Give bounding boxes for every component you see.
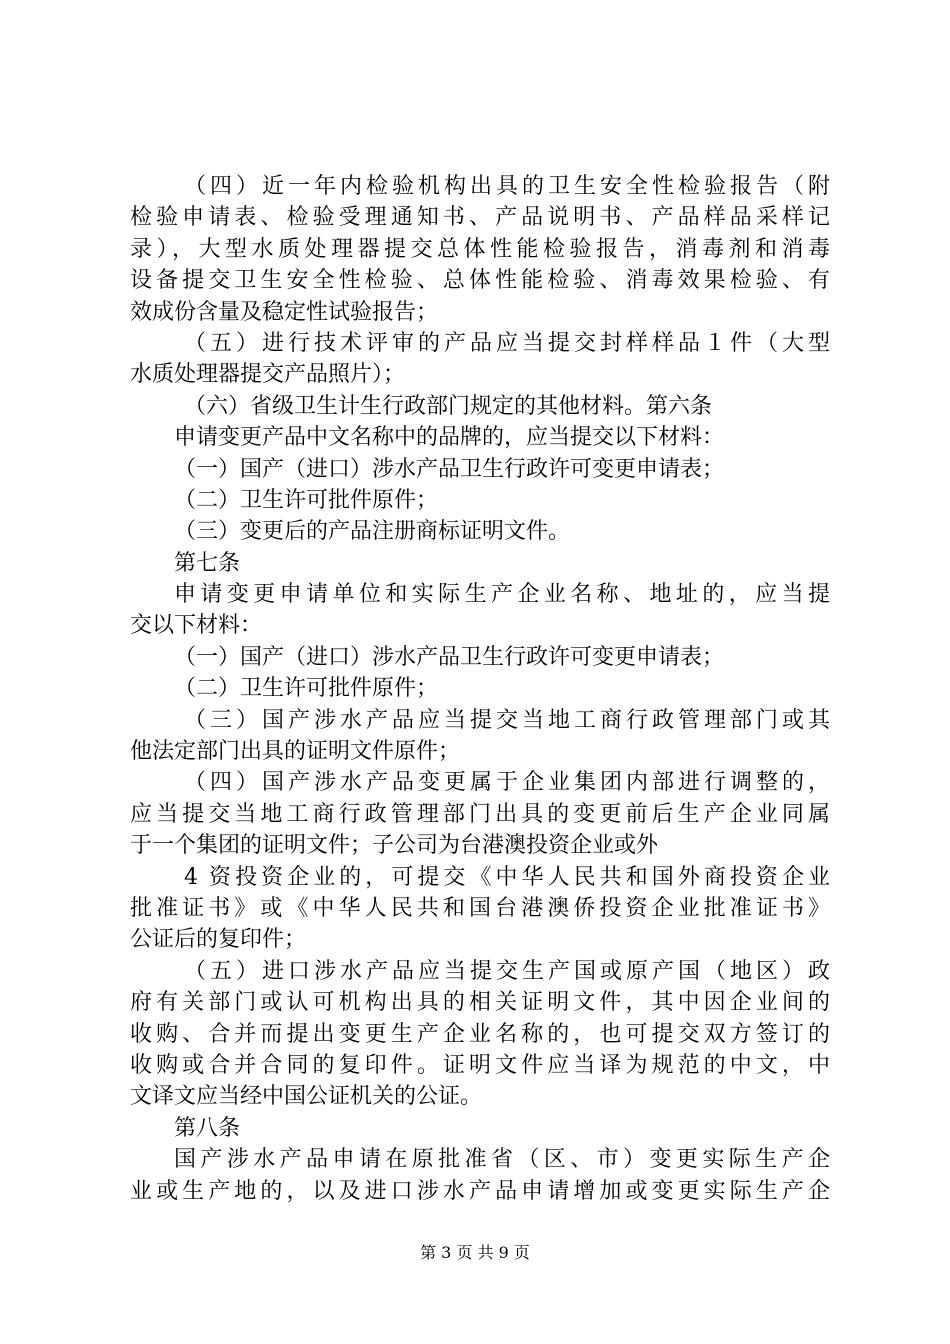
- text-line: （四）国产涉水产品变更属于企业集团内部进行调整的，: [184, 770, 830, 796]
- text-line: 第七条: [174, 550, 241, 576]
- text-line: （一）国产（进口）涉水产品卫生行政许可变更申请表；: [174, 456, 725, 482]
- text-line: （二）卫生许可批件原件；: [174, 487, 439, 513]
- text-line: 第八条: [174, 1115, 241, 1141]
- text-line: （一）国产（进口）涉水产品卫生行政许可变更申请表；: [174, 644, 725, 670]
- text-line: 效成份含量及稳定性试验报告；: [130, 299, 439, 325]
- text-line: （二）卫生许可批件原件；: [174, 676, 439, 702]
- text-line: 收购、合并而提出变更生产企业名称的，也可提交双方签订的: [130, 1021, 830, 1047]
- text-line: 录），大型水质处理器提交总体性能检验报告，消毒剂和消毒: [130, 236, 830, 262]
- text-line: 府有关部门或认可机构出具的相关证明文件，其中因企业间的: [130, 990, 830, 1016]
- text-line: 文译文应当经中国公证机关的公证。: [130, 1084, 483, 1110]
- text-line: 应当提交当地工商行政管理部门出具的变更前后生产企业同属: [130, 801, 830, 827]
- text-line: 检验申请表、检验受理通知书、产品说明书、产品样品采样记: [130, 205, 830, 231]
- text-line: 国产涉水产品申请在原批准省（区、市）变更实际生产企: [174, 1147, 830, 1173]
- text-line: 申请变更产品中文名称中的品牌的，应当提交以下材料：: [174, 425, 725, 451]
- text-line: （五）进行技术评审的产品应当提交封样样品１件（大型: [184, 330, 830, 356]
- text-line: （四）近一年内检验机构出具的卫生安全性检验报告（附: [184, 174, 830, 199]
- text-line: 批准证书》或《中华人民共和国台港澳侨投资企业批准证书》: [130, 895, 830, 921]
- page-footer: 第 3 页 共 9 页: [420, 1243, 530, 1262]
- text-line: （五）进口涉水产品应当提交生产国或原产国（地区）政: [184, 958, 830, 984]
- text-line: 公证后的复印件；: [130, 927, 307, 953]
- text-line: 申请变更申请单位和实际生产企业名称、地址的，应当提: [174, 582, 830, 608]
- text-line: （三）变更后的产品注册商标证明文件。: [174, 519, 571, 545]
- document-body: [130, 171, 830, 1207]
- text-line: （三）国产涉水产品应当提交当地工商行政管理部门或其: [184, 707, 830, 733]
- text-line: 业或生产地的，以及进口涉水产品申请增加或变更实际生产企: [130, 1178, 830, 1204]
- text-line: 他法定部门出具的证明文件原件；: [130, 739, 461, 765]
- text-line: 于一个集团的证明文件；子公司为台港澳投资企业或外: [130, 833, 659, 859]
- text-line: 4 资投资企业的，可提交《中华人民共和国外商投资企业: [184, 864, 830, 890]
- text-line: 收购或合并合同的复印件。证明文件应当译为规范的中文，中: [130, 1052, 830, 1078]
- text-line: 交以下材料：: [130, 613, 263, 639]
- text-line: 水质处理器提交产品照片）；: [130, 362, 406, 388]
- text-line: 设备提交卫生安全性检验、总体性能检验、消毒效果检验、有: [130, 268, 830, 294]
- text-line: （六）省级卫生计生行政部门规定的其他材料。第六条: [184, 393, 713, 419]
